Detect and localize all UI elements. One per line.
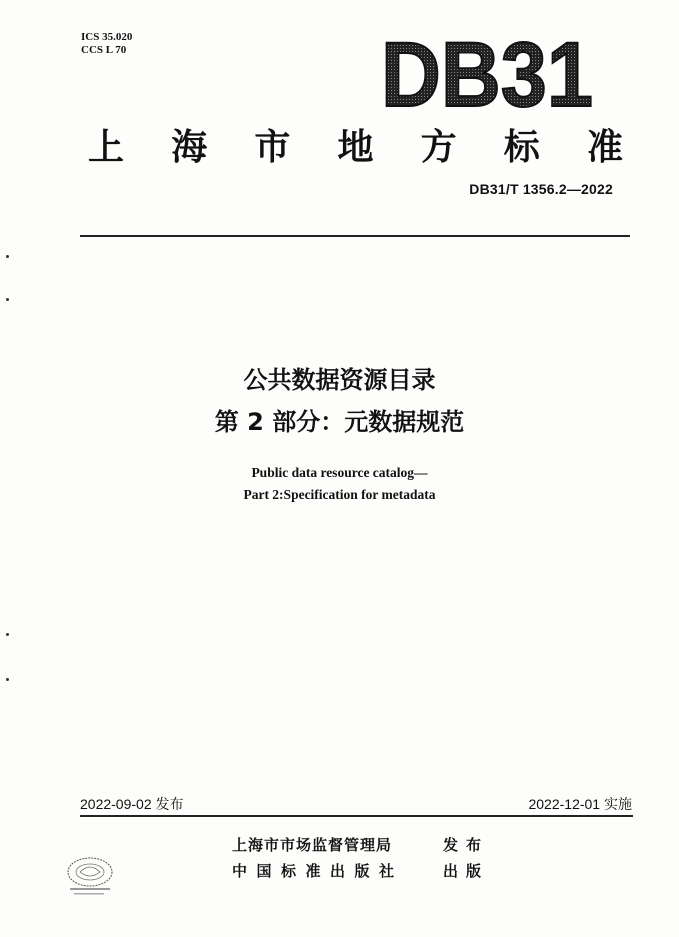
standard-category-title — [88, 128, 623, 168]
scan-mark — [6, 255, 9, 258]
svg-text:DB31: DB31 — [381, 32, 593, 112]
classification-codes — [81, 31, 132, 57]
footer-divider — [80, 815, 633, 817]
english-title-line-2: Part 2:Specification for metadata — [243, 487, 436, 502]
standard-category-char: 地 — [337, 127, 374, 168]
standard-category-char: 上 — [88, 127, 125, 168]
scan-mark — [6, 633, 9, 636]
standard-category-char: 方 — [420, 127, 457, 168]
scan-mark — [6, 298, 9, 301]
publisher: 中国标准出版社 — [232, 862, 404, 880]
standard-category-char: 海 — [171, 127, 208, 168]
english-title-line-1: Public data resource catalog— — [251, 465, 428, 480]
issue-label: 发布 — [443, 836, 490, 854]
publish-label: 出版 — [443, 862, 490, 880]
chinese-title-line-1: 公共数据资源目录 — [243, 366, 436, 394]
ics-code: ICS 35.020 — [81, 31, 133, 43]
standard-number: DB31/T 1356.2—2022 — [469, 181, 613, 197]
issuing-authority: 上海市市场监督管理局 — [232, 836, 393, 854]
implementation-date: 2022-12-01 实施 — [528, 796, 632, 812]
standard-category-char: 标 — [503, 127, 540, 168]
header-divider — [80, 235, 630, 237]
db31-logo — [378, 32, 596, 112]
chinese-title-line-2: 第 2 部分：元数据规范 — [214, 408, 465, 436]
standard-category-char: 市 — [254, 127, 291, 168]
ccs-code: CCS L 70 — [81, 44, 127, 56]
publisher-seal-icon — [60, 852, 124, 902]
issue-date: 2022-09-02 发布 — [80, 796, 184, 812]
standard-category-char: 准 — [586, 127, 623, 168]
scan-mark — [6, 678, 9, 681]
